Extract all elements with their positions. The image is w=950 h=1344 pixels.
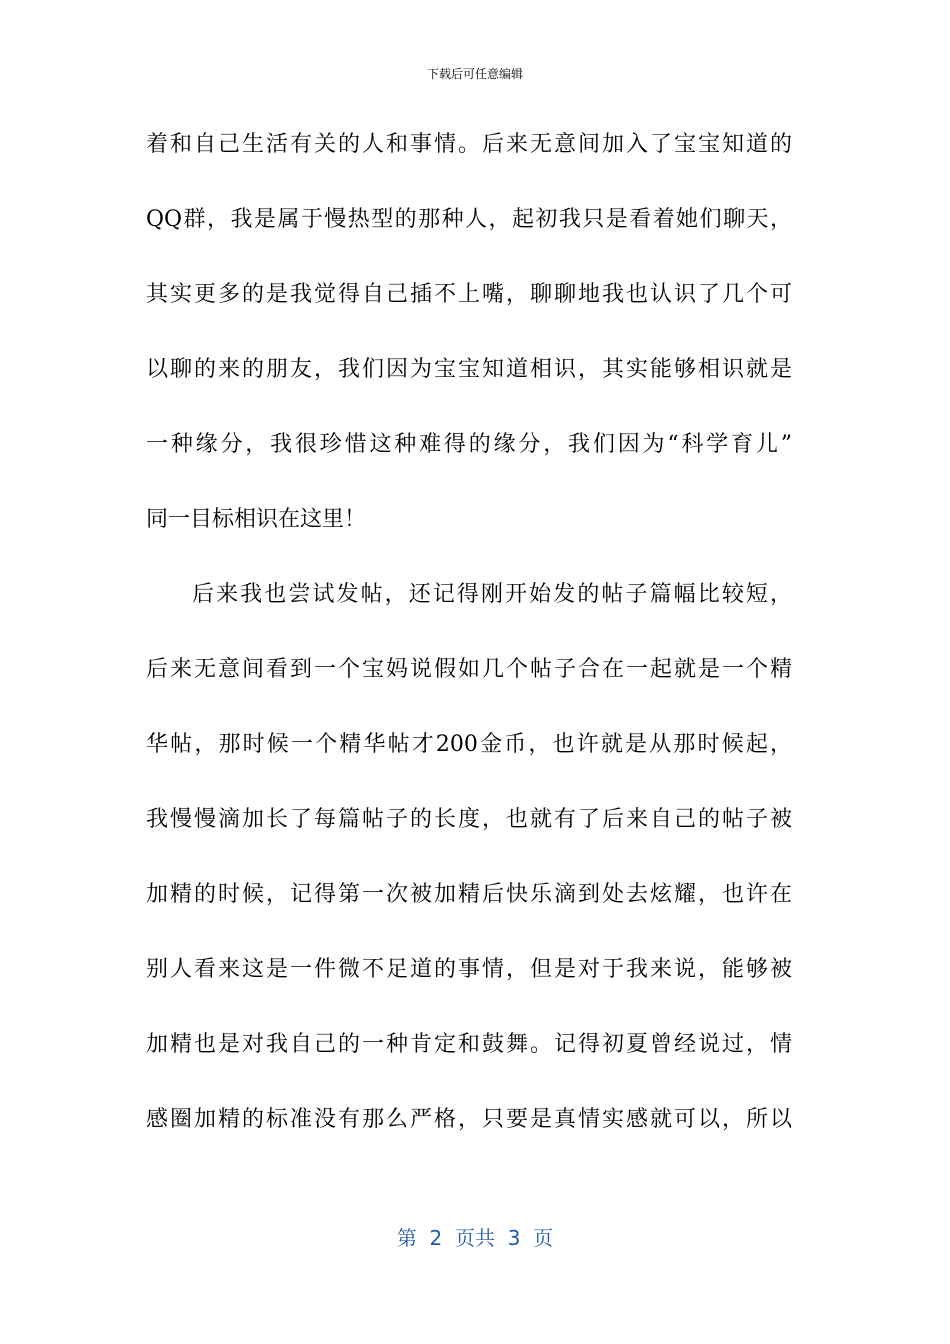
text-line: 加精的时候，记得第一次被加精后快乐滴到处去炫耀，也许在 [146,882,792,907]
document-body [146,120,792,1170]
text-line: 华帖，那时候一个精华帖才200金币，也许就是从那时候起， [146,732,792,757]
text-line: 以聊的来的朋友，我们因为宝宝知道相识，其实能够相识就是 [146,357,792,382]
text-line: 我慢慢滴加长了每篇帖子的长度，也就有了后来自己的帖子被 [146,807,792,832]
text-line: 加精也是对我自己的一种肯定和鼓舞。记得初夏曾经说过，情 [146,1032,792,1057]
text-line: 着和自己生活有关的人和事情。后来无意间加入了宝宝知道的 [146,132,792,157]
text-line: 其实更多的是我觉得自己插不上嘴，聊聊地我也认识了几个可 [146,282,792,307]
text-line: QQ群，我是属于慢热型的那种人，起初我只是看着她们聊天， [146,207,792,232]
text-line: 后来无意间看到一个宝妈说假如几个帖子合在一起就是一个精 [146,657,792,682]
page-number-footer: 第 2 页共 3 页 [396,1226,554,1250]
text-line: 别人看来这是一件微不足道的事情，但是对于我来说，能够被 [146,957,792,982]
page-header: 下载后可任意编辑 [426,67,523,81]
text-line: 一种缘分，我很珍惜这种难得的缘分，我们因为“科学育儿” [146,432,792,457]
text-line: 感圈加精的标准没有那么严格，只要是真情实感就可以，所以 [146,1107,792,1132]
paragraph-first-line: 后来我也尝试发帖，还记得刚开始发的帖子篇幅比较短， [192,582,792,607]
text-line: 同一目标相识在这里！ [146,507,367,532]
